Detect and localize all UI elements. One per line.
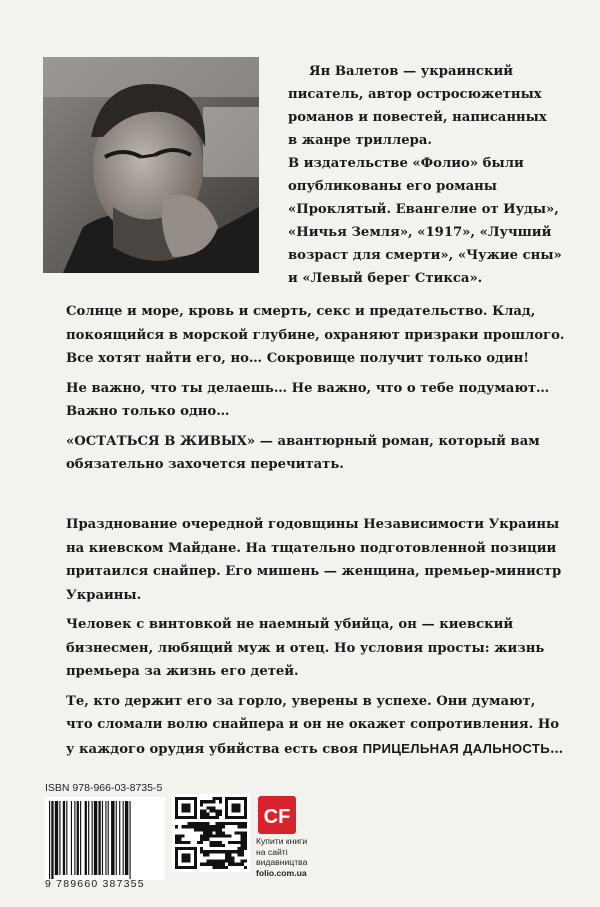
qr-cell <box>197 828 200 831</box>
qr-cell <box>200 850 203 853</box>
qr-cell <box>206 828 209 831</box>
qr-cell <box>197 822 200 825</box>
novel-title: ПРИЦЕЛЬНАЯ ДАЛЬНОСТЬ <box>362 740 551 756</box>
barcode-bar <box>80 801 81 875</box>
qr-cell <box>213 844 216 847</box>
qr-cell <box>216 828 219 831</box>
qr-cell <box>200 825 203 828</box>
barcode-bar <box>77 801 79 875</box>
barcode-bar <box>55 801 58 875</box>
qr-cell <box>200 822 203 825</box>
barcode-bar <box>108 801 109 875</box>
barcode-bar <box>51 801 53 879</box>
qr-cell <box>175 835 178 838</box>
qr-cell <box>200 810 203 813</box>
qr-cell <box>191 825 194 828</box>
qr-cell <box>181 841 184 844</box>
qr-cell <box>200 813 203 816</box>
qr-cell <box>219 835 222 838</box>
qr-cell <box>209 835 212 838</box>
qr-cell <box>222 860 225 863</box>
paragraph: Человек с винтовкой не наемный убийца, он — киевский бизнесмен, любящий муж и отец. Но условия просты: жизнь премьера за жизнь его детей. <box>66 617 545 679</box>
qr-cell <box>209 828 212 831</box>
qr-cell <box>216 835 219 838</box>
author-photo-image <box>43 57 259 273</box>
novel-title: «ОСТАТЬСЯ В ЖИВЫХ» <box>66 433 256 449</box>
qr-cell <box>213 816 216 819</box>
qr-cell <box>194 825 197 828</box>
qr-cell <box>219 831 222 834</box>
qr-cell <box>241 853 244 856</box>
barcode-bar <box>63 801 65 875</box>
qr-cell <box>228 856 231 859</box>
barcode-bar <box>111 801 114 875</box>
qr-cell <box>228 850 231 853</box>
qr-cell <box>234 841 237 844</box>
qr-cell <box>219 863 222 866</box>
qr-cell <box>222 850 225 853</box>
qr-cell <box>209 850 212 853</box>
barcode-bar <box>74 801 75 875</box>
barcode-bar <box>98 801 100 875</box>
qr-cell <box>238 847 241 850</box>
qr-cell <box>209 841 212 844</box>
bio-line: в жанре триллера. <box>288 133 432 148</box>
qr-cell <box>225 856 228 859</box>
qr-cell <box>228 822 231 825</box>
barcode-bar <box>66 801 67 875</box>
barcode-bar <box>88 801 89 875</box>
qr-cell <box>200 800 203 803</box>
barcode-bar <box>85 801 87 875</box>
qr-cell <box>209 800 212 803</box>
qr-cell <box>219 844 222 847</box>
qr-cell <box>225 853 228 856</box>
qr-cell <box>197 825 200 828</box>
barcode-bar <box>71 801 72 875</box>
annotation-second-novel <box>66 513 566 761</box>
qr-cell <box>203 828 206 831</box>
qr-cell <box>178 838 181 841</box>
paragraph: Солнце и море, кровь и смерть, секс и предательство. Клад, покоящийся в морской глубине, охраняют призраки прошлого. Все хотят найти его, но… Сокровище получит только один! <box>66 304 565 366</box>
qr-cell <box>175 841 178 844</box>
qr-cell <box>238 853 241 856</box>
qr-cell <box>203 838 206 841</box>
qr-cell <box>194 822 197 825</box>
qr-cell <box>200 847 203 850</box>
qr-cell <box>206 813 209 816</box>
qr-cell <box>219 810 222 813</box>
qr-cell <box>231 860 234 863</box>
qr-cell <box>206 835 209 838</box>
qr-cell <box>241 838 244 841</box>
qr-cell <box>244 825 247 828</box>
qr-cell <box>219 813 222 816</box>
qr-cell <box>219 828 222 831</box>
qr-cell <box>203 863 206 866</box>
qr-cell <box>244 847 247 850</box>
qr-cell <box>244 844 247 847</box>
qr-cell <box>197 841 200 844</box>
qr-cell <box>216 866 219 869</box>
qr-cell <box>206 800 209 803</box>
qr-cell <box>203 813 206 816</box>
qr-cell <box>241 847 244 850</box>
qr-cell <box>238 831 241 834</box>
qr-cell <box>200 828 203 831</box>
qr-cell <box>209 831 212 834</box>
qr-cell <box>222 825 225 828</box>
qr-cell <box>206 822 209 825</box>
qr-cell <box>228 841 231 844</box>
qr-cell <box>206 850 209 853</box>
qr-cell <box>244 822 247 825</box>
qr-cell <box>234 831 237 834</box>
barcode-bar <box>125 801 128 875</box>
qr-cell <box>188 841 191 844</box>
qr-cell <box>181 803 190 812</box>
qr-cell <box>225 866 228 869</box>
qr-cell <box>216 813 219 816</box>
bio-line: «Проклятый. Евангелие от Иуды», <box>288 202 559 217</box>
qr-cell <box>231 822 234 825</box>
qr-cell <box>238 850 241 853</box>
qr-code-icon[interactable] <box>172 794 250 872</box>
barcode-bar <box>119 801 120 875</box>
qr-cell <box>216 797 219 800</box>
qr-cell <box>241 863 244 866</box>
qr-cell <box>219 822 222 825</box>
qr-cell <box>200 835 203 838</box>
bio-line: опубликованы его романы <box>288 179 498 194</box>
qr-cell <box>209 810 212 813</box>
qr-cell <box>225 860 228 863</box>
qr-cell <box>203 810 206 813</box>
qr-cell <box>234 863 237 866</box>
qr-cell <box>175 825 178 828</box>
qr-cell <box>219 860 222 863</box>
qr-cell <box>231 850 234 853</box>
qr-cell <box>213 797 216 800</box>
annotation-first-novel <box>66 300 566 477</box>
qr-cell <box>200 863 203 866</box>
qr-cell <box>219 866 222 869</box>
qr-cell <box>213 850 216 853</box>
qr-cell <box>216 844 219 847</box>
qr-cell <box>222 822 225 825</box>
qr-cell <box>206 853 209 856</box>
qr-cell <box>213 810 216 813</box>
qr-cell <box>244 841 247 844</box>
qr-cell <box>200 838 203 841</box>
bio-line: Ян Валетов — украинский <box>309 64 514 79</box>
qr-cell <box>213 806 216 809</box>
qr-cell <box>209 816 212 819</box>
qr-cell <box>184 825 187 828</box>
barcode-bar <box>59 801 60 875</box>
author-bio <box>288 60 563 290</box>
buy-line: Купити книги <box>256 836 308 846</box>
qr-cell <box>222 844 225 847</box>
qr-cell <box>213 863 216 866</box>
qr-cell <box>234 822 237 825</box>
qr-cell <box>206 863 209 866</box>
qr-cell <box>209 825 212 828</box>
ellipsis: … <box>550 741 564 757</box>
qr-cell <box>213 828 216 831</box>
qr-cell <box>200 841 203 844</box>
qr-cell <box>194 828 197 831</box>
qr-cell <box>216 860 219 863</box>
paragraph: Празднование очередной годовщины Независимости Украины на киевском Майдане. На тщательно подготовленной позиции притаился снайпер. Его мишень — женщина, премьер-министр Украины. <box>66 517 562 603</box>
qr-cell <box>241 841 244 844</box>
qr-cell <box>206 806 209 809</box>
qr-cell <box>206 860 209 863</box>
qr-cell <box>241 860 244 863</box>
bio-line: и «Левый берег Стикса». <box>288 271 483 286</box>
qr-cell <box>213 800 216 803</box>
qr-cell <box>181 853 190 862</box>
barcode-bar <box>116 801 117 875</box>
bio-line: писатель, автор остросюжетных <box>288 87 542 102</box>
qr-cell <box>241 835 244 838</box>
qr-cell <box>222 866 225 869</box>
buy-line: видавництва <box>256 857 308 867</box>
qr-cell <box>219 800 222 803</box>
qr-cell <box>231 803 240 812</box>
qr-cell <box>228 860 231 863</box>
qr-cell <box>175 838 178 841</box>
barcode-bar <box>102 801 103 875</box>
qr-cell <box>216 850 219 853</box>
bio-line: романов и повестей, написанных <box>288 110 547 125</box>
qr-cell <box>241 825 244 828</box>
paragraph-text: — авантюрный роман, который вам обязательно захочется перечитать. <box>66 433 540 472</box>
bio-line: возраст для смерти», «Чужие сны» <box>288 248 562 263</box>
barcode-bar <box>123 801 124 875</box>
isbn: ISBN 978-966-03-8735-5 <box>45 782 163 794</box>
qr-cell <box>238 825 241 828</box>
qr-cell <box>216 816 219 819</box>
qr-cell <box>228 853 231 856</box>
barcode-bar <box>49 801 50 879</box>
qr-cell <box>213 841 216 844</box>
qr-cell <box>244 860 247 863</box>
qr-cell <box>244 831 247 834</box>
qr-cell <box>216 822 219 825</box>
qr-cell <box>216 810 219 813</box>
qr-cell <box>203 822 206 825</box>
qr-cell <box>225 835 228 838</box>
qr-cell <box>206 816 209 819</box>
qr-cell <box>184 841 187 844</box>
qr-cell <box>213 866 216 869</box>
qr-cell <box>231 841 234 844</box>
qr-cell <box>216 841 219 844</box>
qr-cell <box>203 853 206 856</box>
qr-cell <box>203 835 206 838</box>
paragraph-text: Те, кто держит его за горло, уверены в успехе. Они думают, что сломали волю снайпера и он не окажет сопротивления. Но у каждого орудия убийства есть своя <box>66 693 560 757</box>
qr-cell <box>213 860 216 863</box>
barcode-number: 9 789660 387355 <box>45 878 145 890</box>
barcode-bar <box>105 801 106 875</box>
qr-cell <box>228 863 231 866</box>
qr-cell <box>209 844 212 847</box>
qr-cell <box>213 825 216 828</box>
barcode-bar <box>92 801 93 875</box>
qr-cell <box>225 822 228 825</box>
barcode-icon <box>45 797 165 880</box>
qr-cell <box>209 806 212 809</box>
qr-cell <box>203 850 206 853</box>
qr-cell <box>191 822 194 825</box>
barcode-bar <box>94 801 97 875</box>
qr-cell <box>244 838 247 841</box>
qr-cell <box>222 863 225 866</box>
qr-cell <box>206 838 209 841</box>
paragraph <box>66 690 566 762</box>
qr-cell <box>206 825 209 828</box>
qr-cell <box>219 825 222 828</box>
qr-cell <box>231 863 234 866</box>
qr-cell <box>234 850 237 853</box>
qr-cell <box>244 835 247 838</box>
folio-logo <box>258 796 296 834</box>
qr-cell <box>209 863 212 866</box>
qr-cell <box>216 863 219 866</box>
qr-cell <box>188 822 191 825</box>
qr-cell <box>216 825 219 828</box>
qr-cell <box>203 816 206 819</box>
qr-cell <box>216 831 219 834</box>
bio-line: В издательстве «Фолио» были <box>288 156 524 171</box>
qr-cell <box>241 831 244 834</box>
qr-cell <box>188 825 191 828</box>
qr-cell <box>219 850 222 853</box>
qr-cell <box>238 863 241 866</box>
bio-line: «Ничья Земля», «1917», «Лучший <box>288 225 552 240</box>
website-link[interactable]: folio.com.ua <box>256 867 307 878</box>
qr-cell <box>209 860 212 863</box>
paragraph: Не важно, что ты делаешь… Не важно, что о тебе подумают… Важно только одно… <box>66 380 550 419</box>
qr-cell <box>200 816 203 819</box>
qr-cell <box>238 822 241 825</box>
qr-cell <box>231 856 234 859</box>
qr-cell <box>178 835 181 838</box>
qr-cell <box>244 866 247 869</box>
buy-line: на сайті <box>256 846 288 857</box>
logo-letters: CF <box>263 806 291 828</box>
folio-logo-icon <box>258 796 296 834</box>
qr-cell <box>222 831 225 834</box>
buy-online-note <box>256 836 316 878</box>
qr-cell <box>178 841 181 844</box>
qr-cell <box>181 825 184 828</box>
qr-cell <box>203 825 206 828</box>
qr-cell <box>219 841 222 844</box>
qr-cell <box>213 835 216 838</box>
paragraph <box>66 430 566 477</box>
qr-cell <box>241 822 244 825</box>
barcode-bar <box>130 801 131 879</box>
qr-cell <box>222 835 225 838</box>
qr-cell <box>206 831 209 834</box>
author-photo <box>43 57 259 273</box>
qr-cell <box>225 850 228 853</box>
qr-cell <box>203 831 206 834</box>
qr-cell <box>228 835 231 838</box>
qr-cell <box>241 844 244 847</box>
qr-cell <box>203 800 206 803</box>
qr-cell <box>238 841 241 844</box>
qr-cell <box>219 797 222 800</box>
qr-cell <box>241 850 244 853</box>
qr-cell <box>181 835 184 838</box>
qr-cell <box>200 803 203 806</box>
